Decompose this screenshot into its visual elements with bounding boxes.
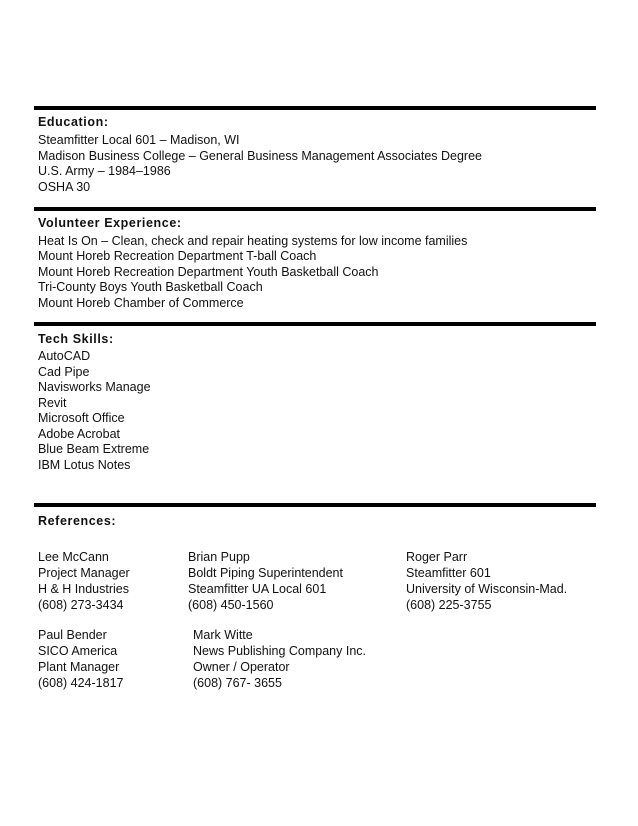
reference-title: Project Manager	[38, 566, 130, 580]
reference-name: Mark Witte	[193, 628, 253, 642]
reference-phone: (608) 225-3755	[406, 598, 492, 612]
reference-contact	[38, 549, 130, 613]
tech-item: Microsoft Office	[38, 411, 125, 425]
reference-org: University of Wisconsin-Mad.	[406, 582, 568, 596]
reference-phone: (608) 767- 3655	[193, 676, 282, 690]
reference-org: H & H Industries	[38, 582, 130, 596]
reference-org: Plant Manager	[38, 660, 120, 674]
tech-item: Cad Pipe	[38, 365, 90, 379]
volunteer-item: Mount Horeb Recreation Department Youth Basketball Coach	[38, 265, 379, 279]
reference-contact	[38, 627, 123, 691]
tech-item: Revit	[38, 396, 67, 410]
education-item: OSHA 30	[38, 180, 91, 194]
reference-phone: (608) 424-1817	[38, 676, 124, 690]
reference-title: Boldt Piping Superintendent	[188, 566, 343, 580]
tech-item: AutoCAD	[38, 349, 91, 363]
tech-heading: Tech Skills:	[38, 332, 114, 346]
reference-contact	[188, 549, 343, 613]
reference-org: Steamfitter UA Local 601	[188, 582, 327, 596]
volunteer-item: Tri-County Boys Youth Basketball Coach	[38, 280, 263, 294]
volunteer-item: Mount Horeb Recreation Department T-ball Coach	[38, 249, 317, 263]
tech-item: Adobe Acrobat	[38, 427, 121, 441]
reference-name: Lee McCann	[38, 550, 109, 564]
reference-phone: (608) 450-1560	[188, 598, 274, 612]
tech-item: Navisworks Manage	[38, 380, 151, 394]
tech-item: IBM Lotus Notes	[38, 458, 131, 472]
reference-contact	[406, 549, 567, 613]
volunteer-heading: Volunteer Experience:	[38, 216, 182, 230]
reference-title: SICO America	[38, 644, 118, 658]
education-item: U.S. Army – 1984–1986	[38, 164, 171, 178]
volunteer-item: Mount Horeb Chamber of Commerce	[38, 296, 244, 310]
reference-name: Brian Pupp	[188, 550, 250, 564]
section-divider-tech	[34, 322, 596, 326]
references-heading: References:	[38, 514, 117, 528]
section-divider-volunteer	[34, 207, 596, 211]
reference-title: News Publishing Company Inc.	[193, 644, 366, 658]
volunteer-item: Heat Is On – Clean, check and repair heating systems for low income families	[38, 234, 468, 248]
section-divider-references	[34, 503, 596, 507]
tech-item: Blue Beam Extreme	[38, 442, 150, 456]
reference-org: Owner / Operator	[193, 660, 290, 674]
reference-title: Steamfitter 601	[406, 566, 491, 580]
reference-contact	[193, 627, 366, 691]
education-item: Steamfitter Local 601 – Madison, WI	[38, 133, 240, 147]
section-divider-education	[34, 106, 596, 110]
reference-name: Roger Parr	[406, 550, 468, 564]
education-item: Madison Business College – General Business Management Associates Degree	[38, 149, 482, 163]
education-heading: Education:	[38, 115, 109, 129]
reference-name: Paul Bender	[38, 628, 107, 642]
reference-phone: (608) 273-3434	[38, 598, 124, 612]
